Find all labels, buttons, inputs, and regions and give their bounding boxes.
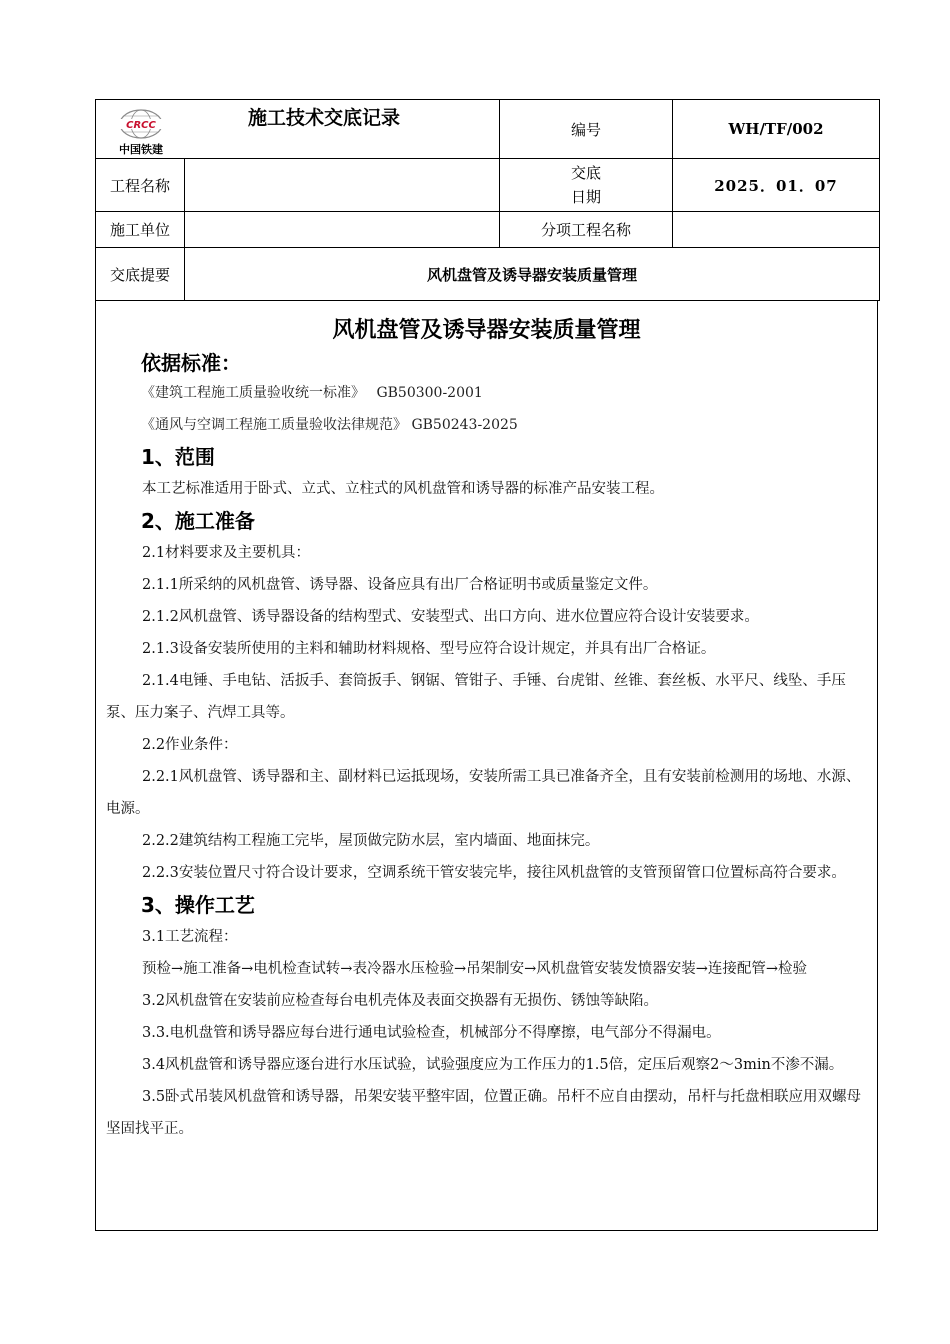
subproject-label: 分项工程名称 bbox=[500, 212, 673, 248]
section-heading-1: 1、范围 bbox=[141, 445, 215, 469]
paragraph: 3.5卧式吊装风机盘管和诱导器，吊架安装平整牢固，位置正确。吊杆不应自由摆动，吊杆与托盘相联应用双螺母坚固找平正。 bbox=[106, 1089, 862, 1137]
unit-value bbox=[185, 212, 500, 248]
date-value: 2025．01．07 bbox=[673, 159, 880, 212]
code-value: WH/TF/002 bbox=[673, 100, 880, 159]
content bbox=[106, 349, 872, 1145]
record-title: 施工技术交底记录 bbox=[248, 107, 401, 129]
paragraph: 3.2风机盘管在安装前应检查每台电机壳体及表面交换器有无损伤、锈蚀等缺陷。 bbox=[142, 993, 659, 1009]
paragraph: 3.1工艺流程： bbox=[142, 929, 238, 945]
standard-item: 《通风与空调工程施工质量验收法律规范》 GB50243-2025 bbox=[141, 417, 518, 433]
paragraph: 2.2作业条件： bbox=[142, 737, 238, 753]
unit-label: 施工单位 bbox=[96, 212, 185, 248]
project-value bbox=[185, 159, 500, 212]
basis-heading: 依据标准： bbox=[141, 351, 241, 375]
project-label: 工程名称 bbox=[96, 159, 185, 212]
logo-text: 中国铁建 bbox=[119, 143, 163, 156]
paragraph: 2.1.1所采纳的风机盘管、诱导器、设备应具有出厂合格证明书或质量鉴定文件。 bbox=[142, 577, 658, 593]
paragraph: 2.1.3设备安装所使用的主料和辅助材料规格、型号应符合设计规定，并具有出厂合格证。 bbox=[142, 641, 716, 657]
paragraph: 3.3.电机盘管和诱导器应每台进行通电试验检查，机械部分不得摩擦，电气部分不得漏电。 bbox=[142, 1025, 721, 1041]
paragraph: 3.4风机盘管和诱导器应逐台进行水压试验，试验强度应为工作压力的1.5倍，定压后观察2～3min不渗不漏。 bbox=[142, 1057, 844, 1073]
section-heading-3: 3、操作工艺 bbox=[141, 893, 255, 917]
paragraph: 2.1.2风机盘管、诱导器设备的结构型式、安装型式、出口方向、进水位置应符合设计安装要求。 bbox=[142, 609, 759, 625]
summary-value: 风机盘管及诱导器安装质量管理 bbox=[185, 248, 880, 301]
subproject-value bbox=[673, 212, 880, 248]
document-sheet bbox=[95, 99, 879, 1231]
summary-label: 交底提要 bbox=[96, 248, 185, 301]
section-heading-2: 2、施工准备 bbox=[141, 509, 255, 533]
doc-title: 风机盘管及诱导器安装质量管理 bbox=[332, 317, 641, 343]
title-cell bbox=[96, 100, 500, 159]
paragraph: 本工艺标准适用于卧式、立式、立柱式的风机盘管和诱导器的标准产品安装工程。 bbox=[142, 481, 664, 497]
paragraph: 2.2.2建筑结构工程施工完毕，屋顶做完防水层，室内墙面、地面抹完。 bbox=[142, 833, 600, 849]
date-label bbox=[500, 159, 673, 212]
date-label-line-1: 交底 bbox=[570, 164, 601, 182]
crcc-logo-icon bbox=[117, 108, 165, 140]
date-label-line-2: 日期 bbox=[570, 188, 601, 206]
code-label: 编号 bbox=[500, 100, 673, 159]
standard-item: 《建筑工程施工质量验收统一标准》 GB50300-2001 bbox=[141, 385, 483, 401]
paragraph: 2.2.3安装位置尺寸符合设计要求，空调系统干管安装完毕，接往风机盘管的支管预留管口位置标高符合要求。 bbox=[142, 865, 846, 881]
paragraph: 2.1材料要求及主要机具： bbox=[142, 545, 311, 561]
svg-text:CRCC: CRCC bbox=[126, 120, 156, 131]
process-flow: 预检→施工准备→电机检查试转→表冷器水压检验→吊架制安→风机盘管安装发愤器安装→连接配管→检验 bbox=[142, 961, 808, 977]
header-table bbox=[95, 99, 880, 301]
crcc-logo bbox=[110, 108, 172, 156]
body-box bbox=[95, 301, 878, 1231]
paragraph: 2.1.4电锤、手电钻、活扳手、套筒扳手、钢锯、管钳子、手锤、台虎钳、丝锥、套丝板、水平尺、线坠、手压泵、压力案子、汽焊工具等。 bbox=[106, 673, 846, 721]
paragraph: 2.2.1风机盘管、诱导器和主、副材料已运抵现场，安装所需工具已准备齐全，且有安装前检测用的场地、水源、电源。 bbox=[106, 769, 861, 817]
